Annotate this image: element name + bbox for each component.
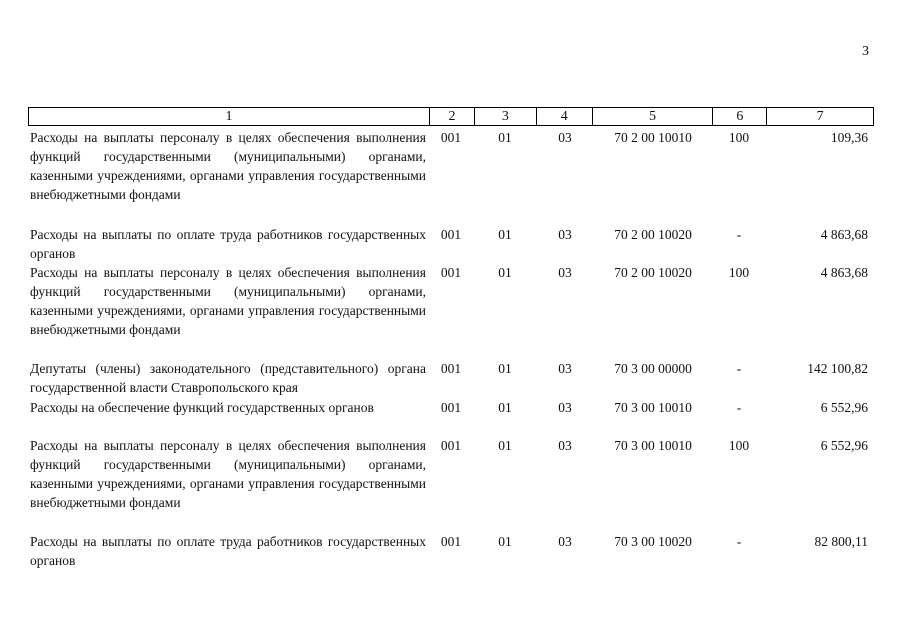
cell-col4: 03 <box>558 361 572 376</box>
cell-col2: 001 <box>440 438 462 453</box>
cell-col5: 70 3 00 10010 <box>614 400 692 415</box>
cell-col3: 01 <box>498 361 512 376</box>
cell-col5: 70 2 00 10020 <box>614 227 692 242</box>
cell-col5: 70 3 00 10020 <box>614 534 692 549</box>
cell-col6: - <box>736 534 742 549</box>
column-header-7: 7 <box>816 109 824 124</box>
column-header-1: 1 <box>29 108 430 125</box>
column-header-4: 4 <box>537 108 593 125</box>
column-header-5: 5 <box>593 108 714 125</box>
cell-col2: 001 <box>440 265 462 280</box>
cell-col6: 100 <box>728 130 750 145</box>
cell-col5: 70 2 00 10020 <box>614 265 692 280</box>
column-header-2: 2 <box>430 108 475 125</box>
cell-col2: 001 <box>440 130 462 145</box>
cell-col4: 03 <box>558 534 572 549</box>
cell-col2: 001 <box>440 400 462 415</box>
row-description: Расходы на выплаты персоналу в целях обеспечения выполнения функций государственными (муниципальными) органами, казенными учреждениями, органами управления государственными внебюджетными фондами <box>30 130 426 202</box>
cell-col6: - <box>736 400 742 415</box>
row-description: Расходы на выплаты по оплате труда работников государственных органов <box>30 534 426 568</box>
cell-col7: 4 863,68 <box>820 227 868 242</box>
row-description: Расходы на обеспечение функций государственных органов <box>30 400 374 415</box>
cell-col3: 01 <box>498 534 512 549</box>
row-description: Расходы на выплаты персоналу в целях обеспечения выполнения функций государственными (муниципальными) органами, казенными учреждениями, органами управления государственными внебюджетными фондами <box>30 438 426 510</box>
cell-col6: 100 <box>728 265 750 280</box>
cell-col4: 03 <box>558 438 572 453</box>
cell-col2: 001 <box>440 534 462 549</box>
cell-col4: 03 <box>558 130 572 145</box>
column-header-3: 3 <box>475 108 537 125</box>
cell-col6: - <box>736 227 742 242</box>
row-description: Депутаты (члены) законодательного (представительного) органа государственной власти Ставропольского края <box>30 361 426 395</box>
cell-col5: 70 2 00 10010 <box>614 130 692 145</box>
cell-col3: 01 <box>498 400 512 415</box>
cell-col7: 4 863,68 <box>820 265 868 280</box>
cell-col4: 03 <box>558 227 572 242</box>
table-header <box>28 107 874 126</box>
cell-col7: 6 552,96 <box>820 438 868 453</box>
page-number: 3 <box>862 44 869 59</box>
cell-col3: 01 <box>498 130 512 145</box>
cell-col7: 82 800,11 <box>814 534 868 549</box>
cell-col5: 70 3 00 10010 <box>614 438 692 453</box>
cell-col6: 100 <box>728 438 750 453</box>
cell-col2: 001 <box>440 227 462 242</box>
cell-col5: 70 3 00 00000 <box>614 361 692 376</box>
column-header-6: 6 <box>713 108 767 125</box>
row-description: Расходы на выплаты персоналу в целях обеспечения выполнения функций государственными (муниципальными) органами, казенными учреждениями, органами управления государственными внебюджетными фондами <box>30 265 426 337</box>
cell-col6: - <box>736 361 742 376</box>
cell-col4: 03 <box>558 265 572 280</box>
cell-col4: 03 <box>558 400 572 415</box>
cell-col7: 6 552,96 <box>820 400 868 415</box>
cell-col2: 001 <box>440 361 462 376</box>
cell-col7: 142 100,82 <box>807 361 868 376</box>
cell-col3: 01 <box>498 227 512 242</box>
row-description: Расходы на выплаты по оплате труда работников государственных органов <box>30 227 426 261</box>
cell-col7: 109,36 <box>830 130 868 145</box>
cell-col3: 01 <box>498 438 512 453</box>
cell-col3: 01 <box>498 265 512 280</box>
